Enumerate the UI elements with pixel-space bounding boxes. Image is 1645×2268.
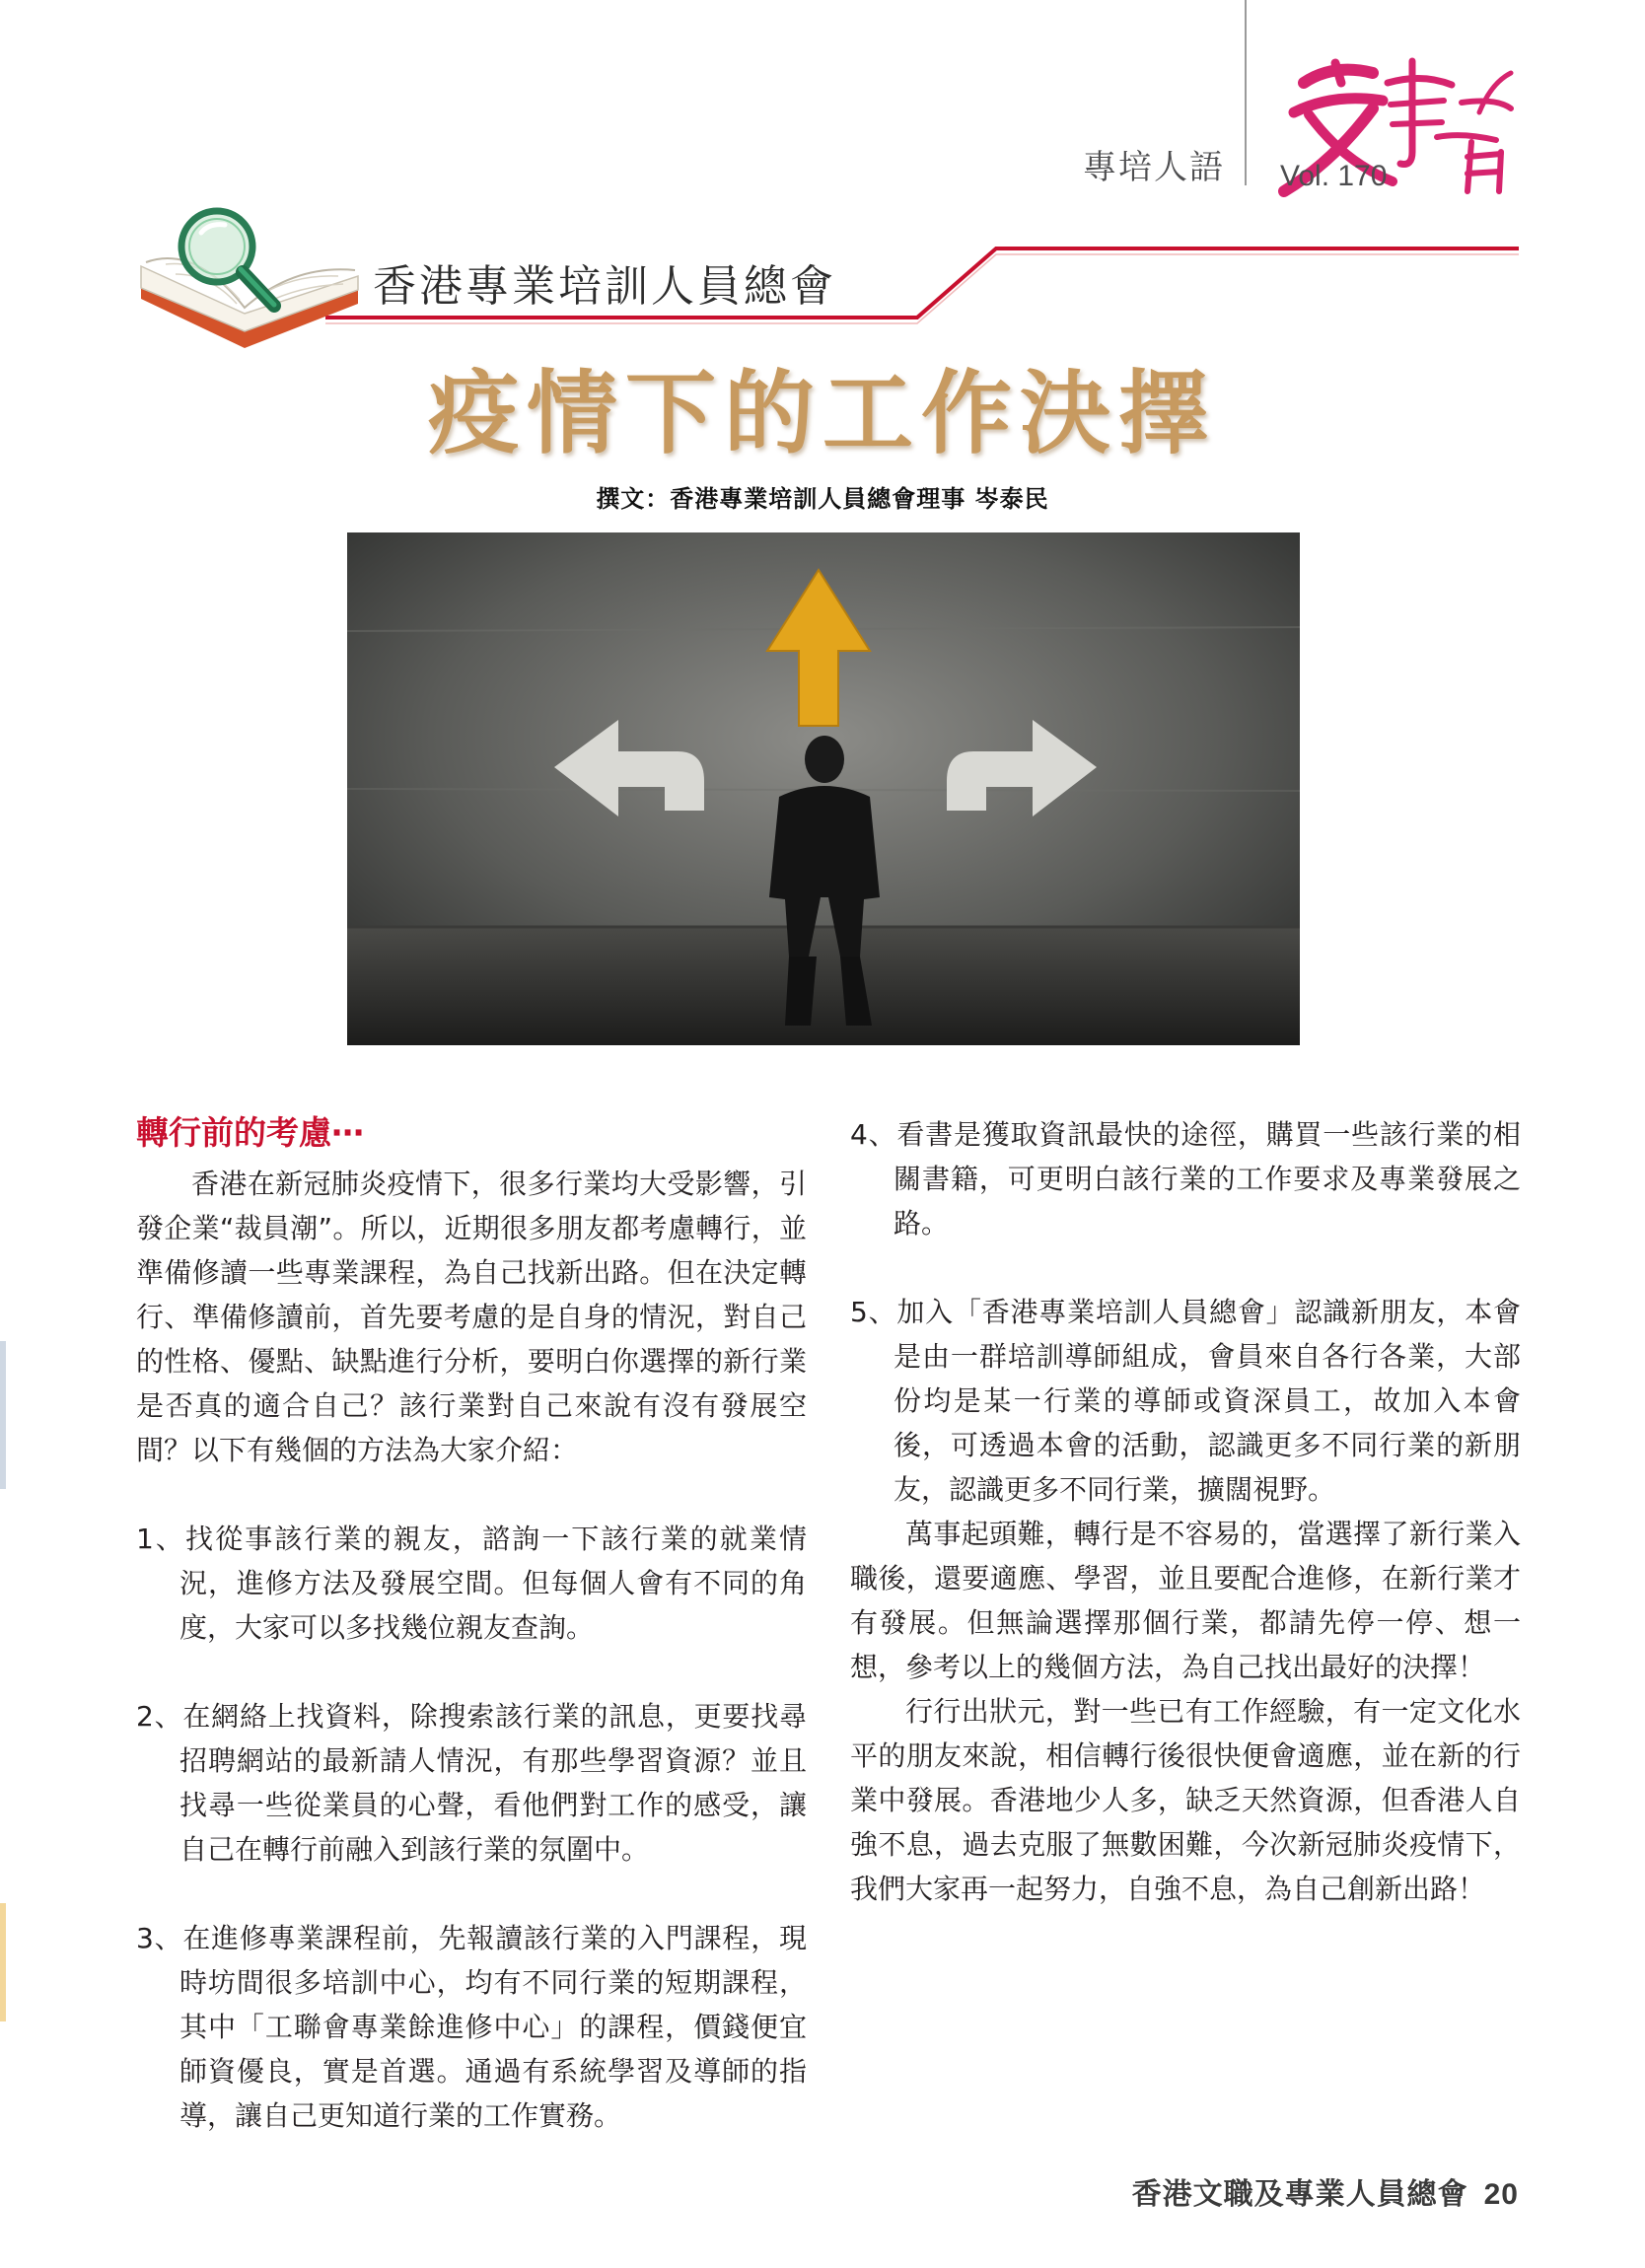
list-item: 5、加入「香港專業培訓人員總會」認識新朋友，本會是由一群培訓導師組成，會員來自各行各業，大部份均是某一行業的導師或資深員工，故加入本會後，可透過本會的活動，認識更多不同行業的新朋友，認識更多不同行業，擴闊視野。 <box>850 1296 1521 1506</box>
closing-paragraph: 萬事起頭難，轉行是不容易的，當選擇了新行業入職後，還要適應、學習，並且要配合進修，在新行業才有發展。但無論選擇那個行業，都請先停一停、想一想，參考以上的幾個方法，為自己找出最好的決擇！ <box>850 1518 1521 1683</box>
header-divider <box>1245 0 1247 185</box>
list-item: 1、找從事該行業的親友，諮詢一下該行業的就業情況，進修方法及發展空間。但每個人會有不同的角度，大家可以多找幾位親友查詢。 <box>136 1523 807 1644</box>
right-column <box>850 1108 1521 1911</box>
article-title: 疫情下的工作決擇 <box>427 360 1217 466</box>
edge-mark <box>0 1341 6 1489</box>
magazine-logo <box>1264 43 1521 201</box>
page-footer <box>1132 2169 1519 2213</box>
publisher-name: 香港文職及專業人員總會 <box>1131 2177 1468 2212</box>
list-item: 4、看書是獲取資訊最快的途徑，購買一些該行業的相關書籍，可更明白該行業的工作要求及專業發展之路。 <box>850 1118 1521 1240</box>
left-column <box>136 1108 807 2138</box>
author-byline: 撰文：香港專業培訓人員總會理事 岑泰民 <box>596 485 1049 513</box>
edge-mark <box>0 1903 6 2021</box>
page-number: 20 <box>1483 2178 1519 2211</box>
crossroads-photo <box>347 532 1300 1045</box>
organization-heading: 香港專業培訓人員總會 <box>373 261 836 312</box>
list-item: 3、在進修專業課程前，先報讀該行業的入門課程，現時坊間很多培訓中心，均有不同行業的短期課程，其中「工聯會專業餘進修中心」的課程，價錢便宜師資優良，實是首選。通過有系統學習及導師的指導，讓自己更知道行業的工作實務。 <box>136 1922 807 2132</box>
section-subhead: 轉行前的考慮⋯ <box>136 1113 364 1152</box>
volume-number: Vol. 170 <box>1280 160 1388 192</box>
intro-paragraph: 香港在新冠肺炎疫情下，很多行業均大受影響，引發企業“裁員潮”。所以，近期很多朋友都考慮轉行，並準備修讀一些專業課程，為自己找新出路。但在決定轉行、準備修讀前，首先要考慮的是自身的情況，對自己的性格、優點、缺點進行分析，要明白你選擇的新行業是否真的適合自己？該行業對自己來說有沒有發展空間？以下有幾個的方法為大家介紹： <box>136 1168 807 1466</box>
list-item: 2、在網絡上找資料，除搜索該行業的訊息，更要找尋招聘網站的最新請人情況，有那些學習資源？並且找尋一些從業員的心聲，看他們對工作的感受，讓自己在轉行前融入到該行業的氛圍中。 <box>136 1700 807 1866</box>
section-label: 專培人語 <box>1083 148 1225 187</box>
closing-paragraph: 行行出狀元，對一些已有工作經驗，有一定文化水平的朋友來說，相信轉行後很快便會適應，並在新的行業中發展。香港地少人多，缺乏天然資源，但香港人自強不息，過去克服了無數困難，今次新冠肺炎疫情下，我們大家再一起努力，自強不息，為自己創新出路！ <box>850 1695 1521 1905</box>
